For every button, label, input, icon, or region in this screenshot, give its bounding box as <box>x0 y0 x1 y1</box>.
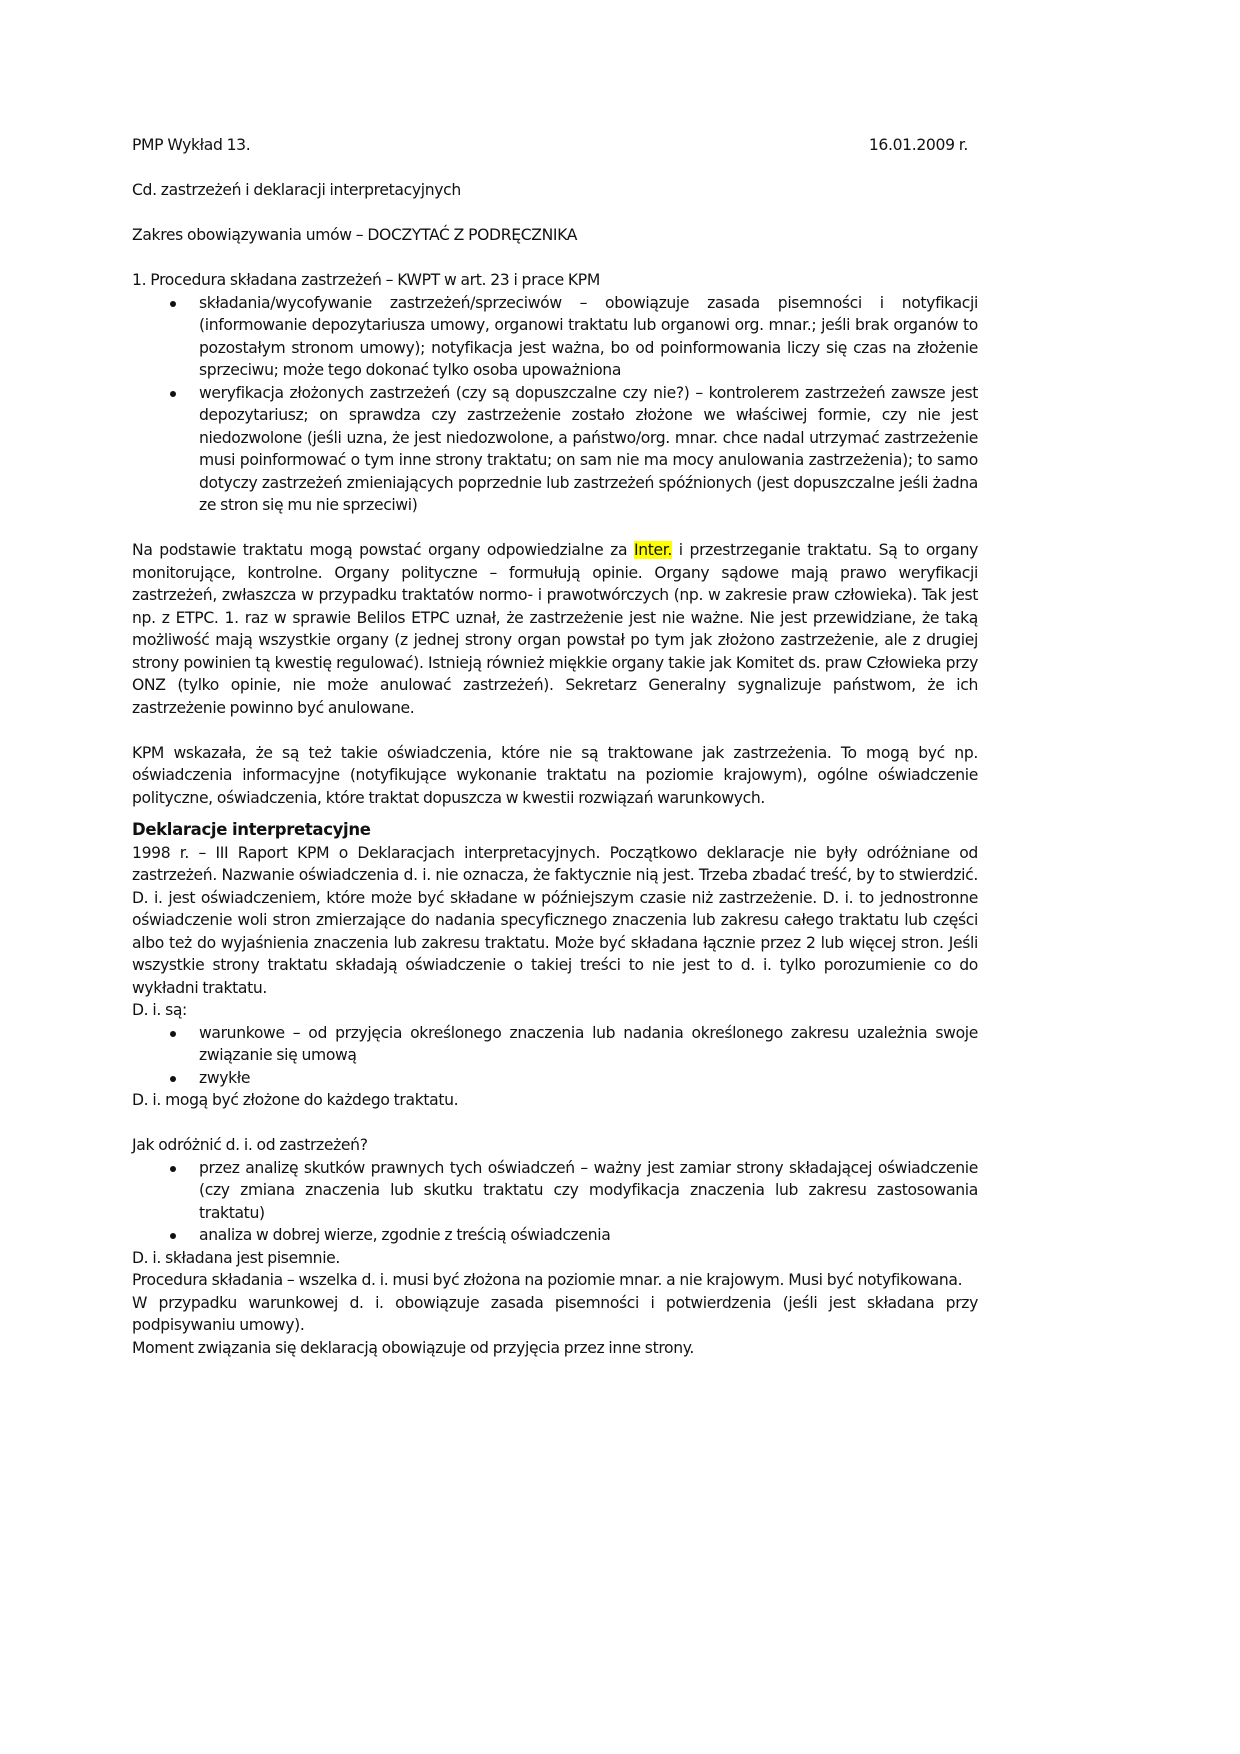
types-list <box>132 1022 978 1090</box>
distinguish-list <box>132 1157 978 1247</box>
organs-text-end: i przestrzeganie traktatu. Są to organy monitorujące, kontrolne. Organy polityczne – formułują opinie. Organy sądowe mają prawo weryfikacji zastrzeżeń, zwłaszcza w przypadku traktatów normo- i prawotwórczych (np. w zakresie praw człowieka). Tak jest np. z ETPC. 1. raz w sprawie Belilos ETPC uznał, że zastrzeżenie jest nie ważne. Nie jest przewidziane, że taką możliwość mają wszystkie organy (z jednej strony organ powstał po tym jak złożono zastrzeżenie, ale z drugiej strony powinien tą kwestię regulować). Istnieją również miękkie organy takie jak Komitet ds. praw Człowieka przy ONZ (tylko opinie, nie może anulować zastrzeżeń). Sekretarz Generalny sygnalizuje państwom, że ich zastrzeżenie powinno być anulowane. <box>132 541 978 717</box>
organs-text-start: Na podstawie traktatu mogą powstać organy odpowiedzialne za <box>132 541 634 559</box>
section-heading: Deklaracje interpretacyjne <box>132 820 371 839</box>
subtitle: Cd. zastrzeżeń i deklaracji interpretacyjnych <box>132 181 461 199</box>
lecture-date: 16.01.2009 r. <box>868 136 968 154</box>
organs-paragraph <box>132 539 978 719</box>
text-line: Procedura składania – wszelka d. i. musi być złożona na poziomie mnar. a nie krajowym. Musi być notyfikowana. <box>132 1271 963 1289</box>
list-item: zwykłe <box>199 1067 978 1090</box>
list-item: weryfikacja złożonych zastrzeżeń (czy są dopuszczalne czy nie?) – kontrolerem zastrzeżeń zawsze jest depozytariusz; on sprawdza czy zastrzeżenie zostało złożone we właściwej formie, czy nie jest niedozwolone (jeśli uzna, że jest niedozwolone, a państwo/org. mnar. chce nadal utrzymać zastrzeżenie musi poinformować o tym inne strony traktatu; on sam nie ma mocy anulowania zastrzeżenia); to samo dotyczy zastrzeżeń zmieniających poprzednie lub zastrzeżeń spóźnionych (jest dopuszczalne jeśli żadna ze stron się mu nie sprzeciwi) <box>199 382 978 517</box>
text-line: Moment związania się deklaracją obowiązuje od przyjęcia przez inne strony. <box>132 1338 695 1357</box>
list-item: analiza w dobrej wierze, zgodnie z treścią oświadczenia <box>199 1224 978 1247</box>
procedure-heading: 1. Procedura składana zastrzeżeń – KWPT w art. 23 i prace KPM <box>132 271 600 289</box>
kpm-paragraph: KPM wskazała, że są też takie oświadczenia, które nie są traktowane jak zastrzeżenia. To mogą być np. oświadczenia informacyjne (notyfikujące wykonanie traktatu na poziomie krajowym), ogólne oświadczenie polityczne, oświadczenia, które traktat dopuszcza w kwestii rozwiązań warunkowych. <box>132 743 978 807</box>
any-treaty-line: D. i. mogą być złożone do każdego traktatu. <box>132 1091 459 1109</box>
lecture-title: PMP Wykład 13. <box>132 136 251 154</box>
text-line: W przypadku warunkowej d. i. obowiązuje zasada pisemności i potwierdzenia (jeśli jest składana przy podpisywaniu umowy). <box>132 1293 978 1334</box>
list-item: składania/wycofywanie zastrzeżeń/sprzeciwów – obowiązuje zasada pisemności i notyfikacji (informowanie depozytariusza umowy, organowi traktatu lub organowi org. mnar.; jeśli brak organów to pozostałym stronom umowy); notyfikacja jest ważna, bo od poinformowania liczy się czas na złożenie sprzeciwu; może tego dokonać tylko osoba upoważniona <box>199 292 978 382</box>
declarations-intro: 1998 r. – III Raport KPM o Deklaracjach interpretacyjnych. Początkowo deklaracje nie były odróżniane od zastrzeżeń. Nazwanie oświadczenia d. i. nie oznacza, że faktycznie nią jest. Trzeba zbadać treść, by to stwierdzić. D. i. jest oświadczeniem, które może być składane w późniejszym czasie niż zastrzeżenie. D. i. to jednostronne oświadczenie woli stron zmierzające do nadania specyficznego znaczenia lub zakresu całego traktatu lub części albo też do wyjaśnienia znaczenia lub zakresu traktatu. Może być składana łącznie przez 2 lub więcej stron. Jeśli wszystkie strony traktatu składają oświadczenie o takiej treści to nie jest to d. i. tylko porozumienie co do wykładni traktatu. <box>132 843 978 997</box>
distinguish-question: Jak odróżnić d. i. od zastrzeżeń? <box>132 1136 368 1154</box>
text-line: D. i. składana jest pisemnie. <box>132 1248 341 1267</box>
scope-note: Zakres obowiązywania umów – DOCZYTAĆ Z PODRĘCZNIKA <box>132 226 578 244</box>
procedure-list <box>132 292 978 517</box>
types-label: D. i. są: <box>132 1001 187 1019</box>
list-item: przez analizę skutków prawnych tych oświadczeń – ważny jest zamiar strony składającej oświadczenie (czy zmiana znaczenia lub skutku traktatu czy modyfikacja znaczenia lub zakresu zastosowania traktatu) <box>199 1157 978 1225</box>
list-item: warunkowe – od przyjęcia określonego znaczenia lub nadania określonego zakresu uzależnia swoje związanie się umową <box>199 1022 978 1067</box>
document-page <box>132 134 978 1359</box>
document-header <box>132 134 978 157</box>
highlighted-text: Inter. <box>633 541 672 559</box>
